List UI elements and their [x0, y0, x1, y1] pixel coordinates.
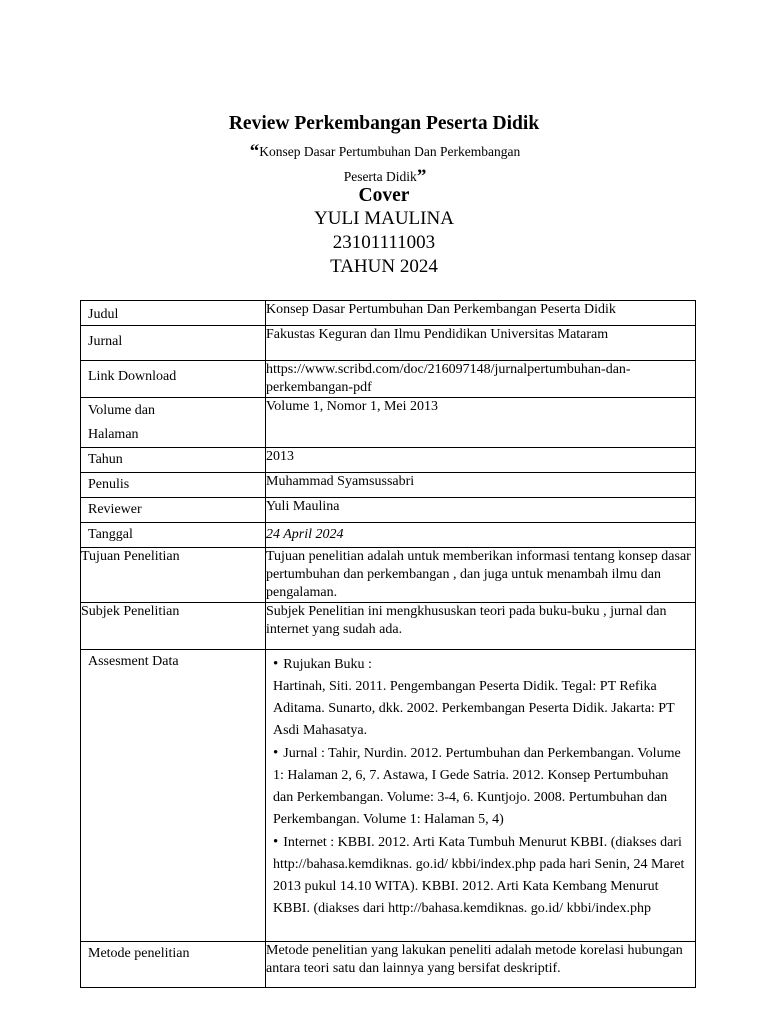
assesment-item-books: • Rujukan Buku :	[273, 656, 372, 672]
row-label-subjek: Subjek Penelitian	[81, 603, 266, 650]
open-quote: “	[249, 141, 260, 162]
row-label-tanggal: Tanggal	[81, 523, 266, 548]
bullet-icon: •	[273, 656, 279, 672]
row-value-volume: Volume 1, Nomor 1, Mei 2013	[266, 398, 696, 448]
table-row-assesment	[81, 650, 696, 942]
table-row-penulis	[81, 473, 696, 498]
row-label-penulis: Penulis	[81, 473, 266, 498]
table-row-tujuan	[81, 548, 696, 603]
table-row-judul	[81, 301, 696, 326]
year-label: TAHUN 2024	[330, 256, 438, 277]
row-value-penulis: Muhammad Syamsussabri	[266, 473, 696, 498]
row-value-reviewer: Yuli Maulina	[266, 498, 696, 523]
table-row-subjek	[81, 603, 696, 650]
table-row-jurnal	[81, 326, 696, 361]
table-row-tahun	[81, 448, 696, 473]
document-subtitle	[230, 139, 540, 189]
table-row-link	[81, 361, 696, 398]
row-value-tanggal: 24 April 2024	[266, 523, 696, 548]
cover-label: Cover	[358, 185, 410, 206]
author-name: YULI MAULINA	[314, 208, 454, 229]
table-row-metode	[81, 942, 696, 988]
row-value-tujuan: Tujuan penelitian adalah untuk memberikan informasi tentang konsep dasar pertumbuhan dan perkembangan , dan juga untuk menambah ilmu dan pengalaman.	[266, 548, 696, 603]
subtitle-text: Konsep Dasar Pertumbuhan Dan Perkembangan Peserta Didik	[259, 144, 521, 184]
assesment-item-book-refs: Hartinah, Siti. 2011. Pengembangan Peserta Didik. Tegal: PT Refika Aditama. Sunarto, dkk. 2002. Perkembangan Peserta Didik. Jakarta: PT Asdi Mahasatya.	[273, 679, 675, 738]
row-value-link: https://www.scribd.com/doc/216097148/jurnalpertumbuhan-dan- perkembangan-pdf	[266, 361, 696, 398]
assesment-list	[266, 650, 695, 920]
row-value-metode: Metode penelitian yang lakukan peneliti adalah metode korelasi hubungan antara teori satu dan lainnya yang bersifat deskriptif.	[266, 942, 696, 988]
table-row-reviewer	[81, 498, 696, 523]
row-label-metode: Metode penelitian	[81, 942, 266, 988]
student-id: 23101111003	[332, 232, 436, 253]
row-value-subjek: Subjek Penelitian ini mengkhususkan teori pada buku-buku , jurnal dan internet yang sudah ada.	[266, 603, 696, 650]
bullet-icon: •	[273, 834, 279, 850]
review-table	[80, 300, 696, 988]
row-label-volume: Volume dan Halaman	[81, 398, 266, 448]
row-label-judul: Judul	[81, 301, 266, 326]
row-label-reviewer: Reviewer	[81, 498, 266, 523]
assesment-item-internet: • Internet : KBBI. 2012. Arti Kata Tumbuh Menurut KBBI. (diakses dari http://bahasa.kemdiknas. go.id/ kbbi/index.php pada hari Senin, 24 Maret 2013 pukul 14.10 WITA). KBBI. 2012. Arti Kata Kembang Menurut KBBI. (diakses dari http://bahasa.kemdiknas. go.id/ kbbi/index.php	[273, 834, 685, 916]
close-quote: ”	[416, 166, 427, 187]
row-value-assesment	[266, 650, 696, 942]
row-value-jurnal: Fakustas Keguran dan Ilmu Pendidikan Universitas Mataram	[266, 326, 696, 361]
document-title: Review Perkembangan Peserta Didik	[228, 113, 540, 134]
row-label-link: Link Download	[81, 361, 266, 398]
assesment-item-journal: • Jurnal : Tahir, Nurdin. 2012. Pertumbuhan dan Perkembangan. Volume 1: Halaman 2, 6, 7. Astawa, I Gede Satria. 2012. Konsep Pertumbuhan dan Perkembangan. Volume: 3-4, 6. Kuntjojo. 2008. Pertumbuhan dan Perkembangan. Volume 1: Halaman 5, 4)	[273, 745, 681, 827]
row-label-assesment: Assesment Data	[81, 650, 266, 942]
row-value-judul: Konsep Dasar Pertumbuhan Dan Perkembangan Peserta Didik	[266, 301, 696, 326]
row-label-jurnal: Jurnal	[81, 326, 266, 361]
table-row-volume	[81, 398, 696, 448]
bullet-icon: •	[273, 745, 279, 761]
table-row-tanggal	[81, 523, 696, 548]
row-value-tahun: 2013	[266, 448, 696, 473]
row-label-tujuan: Tujuan Penelitian	[81, 548, 266, 603]
row-label-tahun: Tahun	[81, 448, 266, 473]
